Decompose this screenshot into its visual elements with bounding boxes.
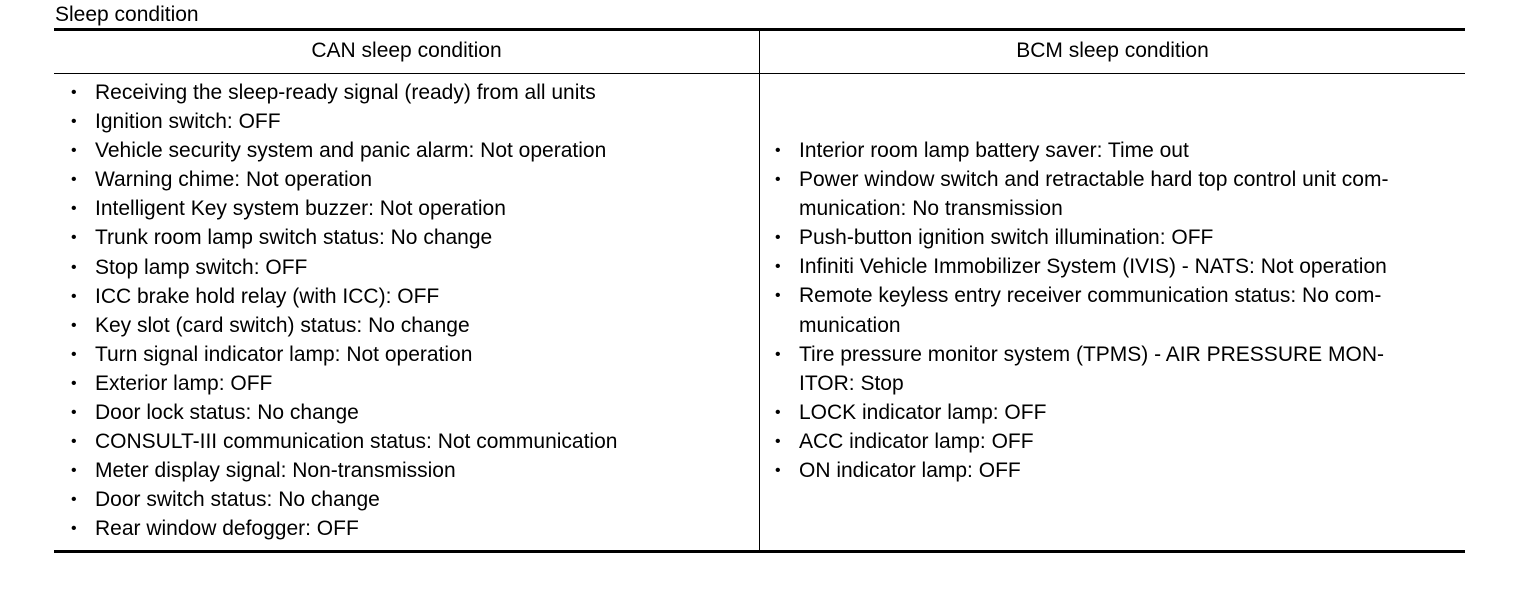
- bullet-icon: •: [775, 345, 781, 363]
- bcm-condition-item-continuation: [759, 311, 1464, 340]
- can-condition-text: Exterior lamp: OFF: [95, 371, 273, 395]
- bullet-icon: •: [71, 84, 77, 101]
- bullet-icon: •: [71, 142, 77, 160]
- can-condition-text: Door lock status: No change: [95, 401, 359, 425]
- bcm-condition-text: Interior room lamp battery saver: Time out: [799, 139, 1189, 162]
- can-condition-text: Receiving the sleep-ready signal (ready) from all units: [95, 81, 596, 104]
- can-condition-text: Door switch status: No change: [95, 488, 380, 512]
- bullet-icon: •: [71, 316, 77, 334]
- column-header-can: CAN sleep condition: [311, 39, 502, 62]
- bullet-icon: •: [775, 432, 781, 450]
- can-condition-item: [55, 398, 755, 427]
- can-condition-item: [55, 485, 755, 514]
- bcm-condition-text: Tire pressure monitor system (TPMS) - AIR PRESSURE MON-: [799, 342, 1384, 366]
- can-condition-text: Key slot (card switch) status: No change: [95, 313, 470, 337]
- bullet-icon: •: [71, 113, 77, 131]
- bcm-condition-text: Push-button ignition switch illumination: OFF: [799, 226, 1214, 250]
- can-condition-item: [55, 223, 755, 252]
- bcm-condition-text: Infiniti Vehicle Immobilizer System (IVIS) - NATS: Not operation: [799, 255, 1387, 279]
- bullet-icon: •: [775, 258, 781, 276]
- bcm-condition-item: [759, 165, 1464, 194]
- bcm-condition-text: Power window switch and retractable hard top control unit com-: [799, 168, 1389, 192]
- can-condition-item: [55, 456, 755, 485]
- bullet-icon: •: [775, 462, 781, 480]
- can-condition-item: [55, 78, 755, 107]
- can-condition-item: [55, 136, 755, 165]
- can-condition-text: Meter display signal: Non-transmission: [95, 459, 456, 483]
- bcm-condition-item-continuation: [759, 369, 1464, 398]
- header-rule: [54, 73, 1465, 74]
- bcm-condition-text: munication: [799, 313, 901, 337]
- can-condition-text: Trunk room lamp switch status: No change: [95, 226, 493, 250]
- bullet-icon: •: [71, 433, 77, 451]
- bullet-icon: •: [71, 404, 77, 422]
- can-condition-text: Rear window defogger: OFF: [95, 517, 359, 541]
- bcm-condition-item: [759, 427, 1464, 456]
- can-condition-text: Stop lamp switch: OFF: [95, 255, 308, 279]
- table-caption: Sleep condition: [55, 3, 199, 26]
- bcm-condition-text: LOCK indicator lamp: OFF: [799, 400, 1047, 424]
- bcm-condition-item: [759, 223, 1464, 252]
- can-condition-text: Turn signal indicator lamp: Not operation: [95, 342, 473, 366]
- can-condition-item: [55, 514, 755, 543]
- bullet-icon: •: [775, 229, 781, 247]
- bullet-icon: •: [71, 229, 77, 247]
- can-condition-item: [55, 369, 755, 398]
- can-condition-text: Warning chime: Not operation: [95, 168, 373, 192]
- bcm-condition-item: [759, 398, 1464, 427]
- bcm-condition-text: ON indicator lamp: OFF: [799, 459, 1021, 483]
- can-condition-text: Intelligent Key system buzzer: Not operation: [95, 197, 506, 221]
- can-condition-item: [55, 194, 755, 223]
- bullet-icon: •: [71, 200, 77, 218]
- can-condition-list: [55, 78, 755, 544]
- bcm-condition-list: [759, 136, 1464, 485]
- bullet-icon: •: [71, 171, 77, 189]
- bcm-condition-item: [759, 136, 1464, 165]
- bcm-condition-item: [759, 340, 1464, 369]
- bullet-icon: •: [775, 142, 781, 159]
- bcm-condition-item: [759, 252, 1464, 281]
- can-condition-item: [55, 165, 755, 194]
- bcm-condition-item: [759, 456, 1464, 485]
- bullet-icon: •: [71, 258, 77, 276]
- bullet-icon: •: [775, 287, 781, 305]
- can-condition-item: [55, 311, 755, 340]
- bullet-icon: •: [71, 462, 77, 480]
- bcm-condition-item-continuation: [759, 194, 1464, 223]
- can-condition-text: Ignition switch: OFF: [95, 110, 281, 134]
- bullet-icon: •: [71, 287, 77, 305]
- bullet-icon: •: [775, 171, 781, 189]
- sleep-condition-table: [54, 28, 1465, 553]
- bullet-icon: •: [71, 520, 77, 538]
- can-condition-item: [55, 340, 755, 369]
- can-condition-text: Vehicle security system and panic alarm: Not operation: [95, 139, 607, 163]
- bcm-condition-text: ACC indicator lamp: OFF: [799, 429, 1034, 453]
- column-header-bcm: BCM sleep condition: [1016, 39, 1209, 62]
- can-condition-text: CONSULT-III communication status: Not communication: [95, 430, 618, 454]
- can-condition-item: [55, 427, 755, 456]
- can-condition-item: [55, 107, 755, 136]
- bcm-condition-text: ITOR: Stop: [799, 371, 904, 395]
- bcm-condition-item: [759, 281, 1464, 310]
- bcm-condition-text: munication: No transmission: [799, 197, 1063, 221]
- can-condition-item: [55, 282, 755, 311]
- bullet-icon: •: [71, 345, 77, 363]
- bullet-icon: •: [71, 491, 77, 509]
- bullet-icon: •: [775, 403, 781, 421]
- can-condition-item: [55, 253, 755, 282]
- can-condition-text: ICC brake hold relay (with ICC): OFF: [95, 284, 440, 308]
- bullet-icon: •: [71, 374, 77, 392]
- bcm-condition-text: Remote keyless entry receiver communication status: No com-: [799, 284, 1382, 308]
